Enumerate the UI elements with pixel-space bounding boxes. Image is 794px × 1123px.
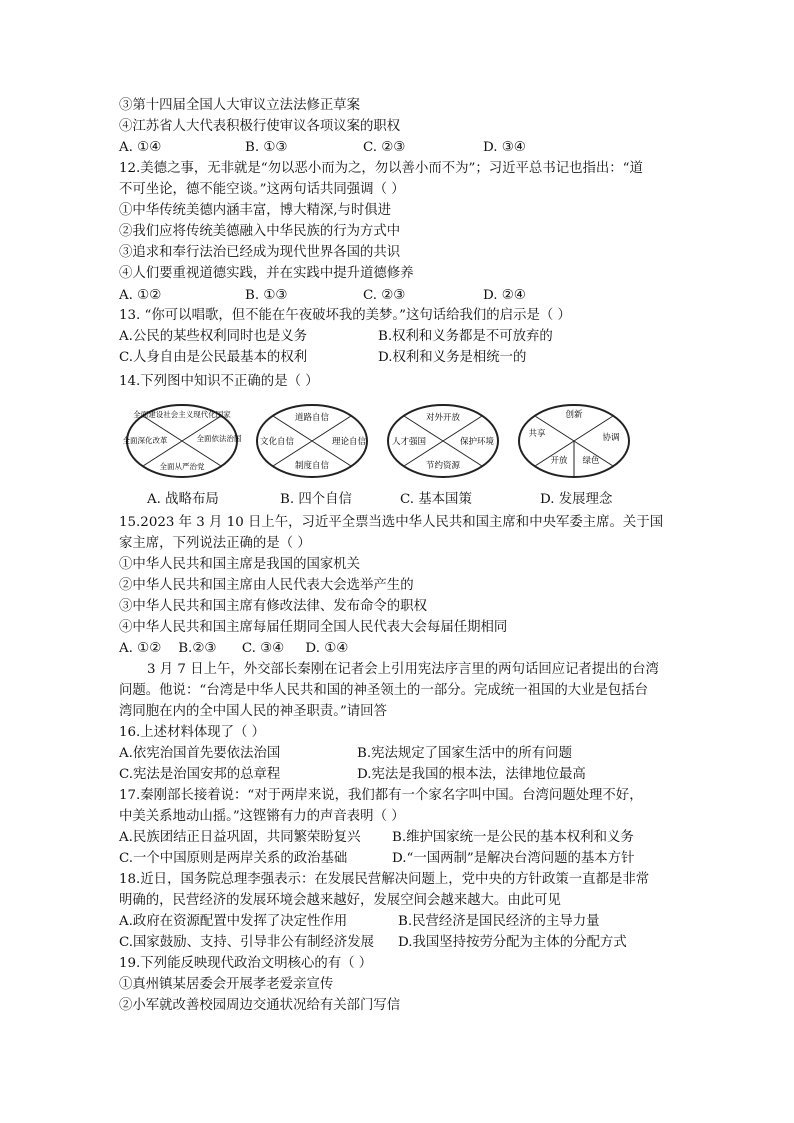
q12-stem-1: 12.美德之事，无非就是“勿以恶小而为之，勿以善小而不为”；习近平总书记也指出：“道 bbox=[119, 161, 643, 176]
q11-statement-4: ④江苏省人大代表积极行使审议各项议案的职权 bbox=[119, 119, 401, 134]
q15-stem-1: 15.2023 年 3 月 10 日上午，习近平全票当选中华人民共和国主席和中央军委主席。关于国 bbox=[119, 515, 664, 530]
q15-statement-1: ①中华人民共和国主席是我国的国家机关 bbox=[119, 557, 361, 572]
q14-option-a: A. 战略布局 bbox=[147, 492, 219, 507]
q18-option-a: A.政府在资源配置中发挥了决定性作用 bbox=[119, 914, 348, 929]
q12-stem-2: 不可坐论，德不能空谈。”这两句话共同强调（ ） bbox=[119, 182, 405, 197]
q19-statement-1: ①真州镇某居委会开展孝老爱亲宣传 bbox=[119, 977, 334, 992]
q15-statement-4: ④中华人民共和国主席每届任期同全国人民代表大会每届任期相同 bbox=[119, 620, 508, 635]
material-line-1: 3 月 7 日上午，外交部长秦刚在记者会上引用宪法序言里的两句话回应记者提出的台湾 bbox=[147, 662, 659, 677]
q12-statement-4: ④人们要重视道德实践，并在实践中提升道德修养 bbox=[119, 266, 414, 281]
q16-option-d: D.宪法是我国的根本法，法律地位最高 bbox=[357, 767, 586, 782]
q13-option-a: A.公民的某些权利同时也是义务 bbox=[119, 329, 308, 344]
diagram-basic-state-policy bbox=[388, 405, 498, 477]
q11-option-c: C. ②③ bbox=[363, 140, 406, 155]
d1-bottom: 全面从严治党 bbox=[159, 462, 205, 471]
d1-left: 全面深化改革 bbox=[122, 436, 168, 445]
q12-option-b: B. ①③ bbox=[245, 288, 288, 303]
d4-bottom-right: 绿色 bbox=[582, 456, 600, 466]
q14-option-b: B. 四个自信 bbox=[280, 492, 352, 507]
q11-option-d: D. ③④ bbox=[483, 140, 526, 155]
material-line-3: 湾同胞在内的全中国人民的神圣职责。”请回答 bbox=[119, 704, 387, 719]
d1-top: 全面建设社会主义现代化国家 bbox=[133, 410, 231, 419]
d1-right: 全面依法治国 bbox=[196, 434, 242, 443]
q12-statement-1: ①中华传统美德内涵丰富，博大精深,与时俱进 bbox=[119, 203, 392, 218]
q18-stem-1: 18.近日，国务院总理李强表示：在发展民营解决问题上，党中央的方针政策一直都是非常 bbox=[119, 872, 650, 887]
d2-bottom: 制度自信 bbox=[294, 461, 330, 471]
q16-option-c: C.宪法是治国安邦的总章程 bbox=[119, 767, 281, 782]
d3-top: 对外开放 bbox=[425, 413, 461, 423]
q11-option-a: A. ①④ bbox=[119, 140, 162, 155]
q12-statement-3: ③追求和奉行法治已经成为现代世界各国的共识 bbox=[119, 245, 401, 260]
q13-option-d: D.权利和义务是相统一的 bbox=[378, 350, 527, 365]
q12-option-c: C. ②③ bbox=[363, 288, 406, 303]
q19-statement-2: ②小军就改善校园周边交通状况给有关部门写信 bbox=[119, 998, 401, 1013]
q13-option-c: C.人身自由是公民最基本的权利 bbox=[119, 350, 308, 365]
d4-top: 创新 bbox=[565, 410, 583, 420]
q17-option-b: B.维护国家统一是公民的基本权利和义务 bbox=[392, 830, 634, 845]
q15-statement-2: ②中华人民共和国主席由人民代表大会选举产生的 bbox=[119, 578, 414, 593]
diagram-development-philosophy bbox=[519, 405, 629, 477]
q18-option-c: C.国家鼓励、支持、引导非公有制经济发展 bbox=[119, 935, 375, 950]
d2-left: 文化自信 bbox=[259, 437, 295, 447]
q18-option-b: B.民营经济是国民经济的主导力量 bbox=[398, 914, 600, 929]
q15-options: A. ①② B.②③ C. ③④ D. ①④ bbox=[119, 641, 349, 656]
q15-stem-2: 家主席，下列说法正确的是（ ） bbox=[119, 536, 311, 551]
q11-option-b: B. ①③ bbox=[245, 140, 288, 155]
q14-stem: 14.下列图中知识不正确的是（ ） bbox=[119, 374, 319, 389]
d2-top: 道路自信 bbox=[294, 413, 330, 423]
d2-right: 理论自信 bbox=[331, 437, 367, 447]
q18-stem-2: 明确的，民营经济的发展环境会越来越好，发展空间会越来越大。由此可见 bbox=[119, 893, 561, 908]
q17-option-c: C.一个中国原则是两岸关系的政治基础 bbox=[119, 851, 348, 866]
q18-option-d: D.我国坚持按劳分配为主体的分配方式 bbox=[398, 935, 627, 950]
q16-stem: 16.上述材料体现了（ ） bbox=[119, 725, 266, 740]
q13-stem: 13. “你可以唱歌，但不能在午夜破坏我的美梦。”这句话给我们的启示是（ ） bbox=[119, 308, 571, 323]
q12-option-a: A. ①② bbox=[119, 288, 162, 303]
q17-option-d: D.“一国两制”是解决台湾问题的基本方针 bbox=[392, 851, 635, 866]
q15-statement-3: ③中华人民共和国主席有修改法律、发布命令的职权 bbox=[119, 599, 427, 614]
diagram-strategic-layout bbox=[123, 405, 242, 477]
d4-right: 协调 bbox=[602, 433, 620, 443]
q17-stem-2: 中美关系地动山摇。”这铿锵有力的声音表明（ ） bbox=[119, 809, 405, 824]
q16-option-a: A.依宪治国首先要依法治国 bbox=[119, 746, 281, 761]
d3-right: 保护环境 bbox=[459, 437, 495, 447]
q14-diagrams bbox=[119, 399, 639, 483]
q17-option-a: A.民族团结正日益巩固，共同繁荣盼复兴 bbox=[119, 830, 361, 845]
d3-left: 人才强国 bbox=[391, 437, 427, 447]
q12-statement-2: ②我们应将传统美德融入中华民族的行为方式中 bbox=[119, 224, 401, 239]
q13-option-b: B.权利和义务都是不可放弃的 bbox=[378, 329, 553, 344]
q16-option-b: B.宪法规定了国家生活中的所有问题 bbox=[357, 746, 572, 761]
q12-option-d: D. ②④ bbox=[483, 288, 526, 303]
q14-option-c: C. 基本国策 bbox=[400, 492, 472, 507]
q14-option-d: D. 发展理念 bbox=[540, 492, 613, 507]
d4-bottom-left: 开放 bbox=[550, 456, 568, 466]
q17-stem-1: 17.秦刚部长接着说：“对于两岸来说，我们都有一个家名字叫中国。台湾问题处理不好， bbox=[119, 788, 643, 803]
diagram-four-confidences bbox=[257, 405, 367, 477]
q19-stem: 19.下列能反映现代政治文明核心的有（ ） bbox=[119, 956, 373, 971]
material-line-2: 问题。他说：“台湾是中华人民共和国的神圣领土的一部分。完成统一祖国的大业是包括台 bbox=[119, 683, 649, 698]
d4-left: 共享 bbox=[528, 429, 546, 439]
d3-bottom: 节约资源 bbox=[425, 461, 461, 471]
q11-statement-3: ③第十四届全国人大审议立法法修正草案 bbox=[119, 98, 361, 113]
